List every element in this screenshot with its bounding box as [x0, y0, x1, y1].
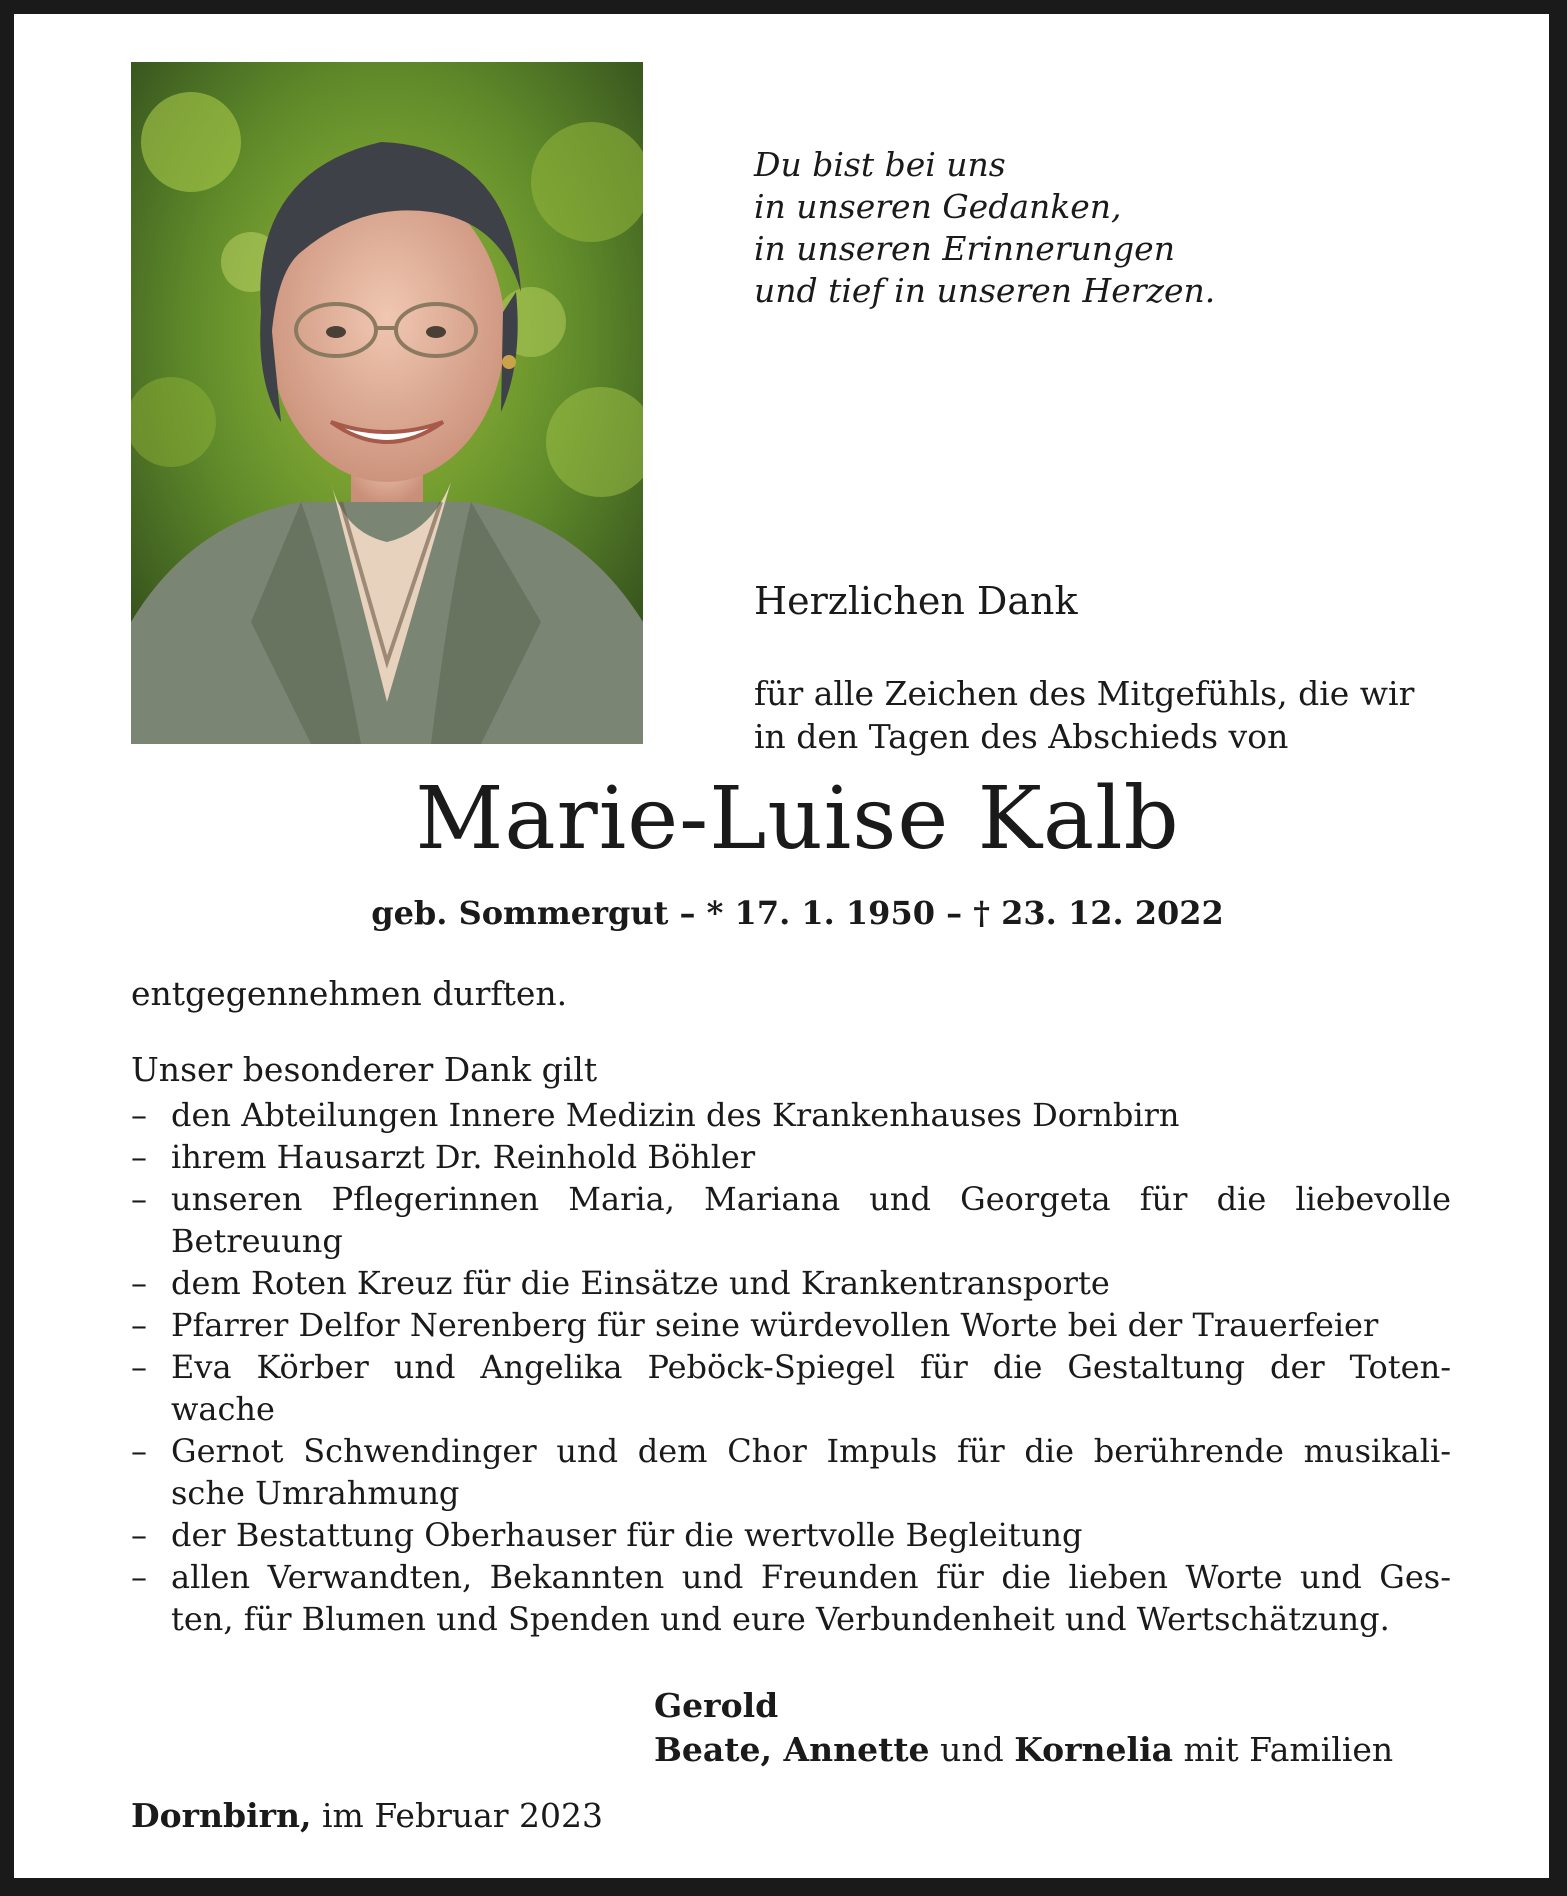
list-item-line: – den Abteilungen Innere Medizin des Krankenhauses Dornbirn	[171, 1096, 1180, 1134]
portrait-photo	[131, 62, 643, 744]
place-and-date	[131, 1796, 603, 1835]
signers	[654, 1684, 1393, 1772]
obituary-card	[14, 14, 1549, 1878]
list-item-line: – Eva Körber und Angelika Peböck-Spiegel für die Gestaltung der Toten-	[171, 1348, 1451, 1386]
thanks-list	[131, 1094, 1451, 1640]
list-item-line: – der Bestattung Oberhauser für die wertvolle Begleitung	[171, 1516, 1083, 1554]
thanks-intro	[754, 672, 1414, 758]
list-item	[131, 1346, 1451, 1430]
motto-verse	[754, 144, 1454, 312]
thanks-intro-line: für alle Zeichen des Mitgefühls, die wir	[754, 674, 1415, 713]
list-item	[131, 1262, 1451, 1304]
list-item-line: – Gernot Schwendinger und dem Chor Impuls für die berührende musikali-	[171, 1432, 1451, 1470]
list-item	[131, 1430, 1451, 1514]
list-item	[131, 1178, 1451, 1262]
place-date: im Februar 2023	[322, 1796, 604, 1835]
list-item	[131, 1514, 1451, 1556]
portrait-illustration	[131, 62, 643, 744]
signer-conjunction: und	[940, 1730, 1004, 1769]
list-item	[131, 1094, 1451, 1136]
received-text: entgegennehmen durften.	[131, 974, 568, 1013]
list-item-line: sche Umrahmung	[171, 1474, 460, 1512]
list-item-line: Betreuung	[171, 1222, 343, 1260]
list-item	[131, 1556, 1451, 1640]
motto-line: in unseren Gedanken,	[754, 187, 1122, 226]
list-item	[131, 1304, 1451, 1346]
list-item-line: – unseren Pflegerinnen Maria, Mariana und Georgeta für die liebevolle	[171, 1180, 1451, 1218]
motto-line: und tief in unseren Herzen.	[754, 271, 1216, 310]
list-item-line: – allen Verwandten, Bekannten und Freunden für die lieben Worte und Ges-	[171, 1558, 1451, 1596]
signer-name: Kornelia	[1014, 1730, 1173, 1769]
place-city: Dornbirn,	[131, 1796, 312, 1835]
life-dates: geb. Sommergut – * 17. 1. 1950 – † 23. 12. 2022	[371, 894, 1224, 932]
signer-name: Gerold	[654, 1686, 779, 1725]
special-thanks-intro: Unser besonderer Dank gilt	[131, 1050, 598, 1089]
signer-suffix: mit Familien	[1183, 1730, 1394, 1769]
deceased-name: Marie-Luise Kalb	[415, 769, 1180, 869]
signer-names: Beate, Annette	[654, 1730, 930, 1769]
motto-line: Du bist bei uns	[754, 145, 1006, 184]
thanks-heading: Herzlichen Dank	[754, 579, 1078, 623]
list-item-line: wache	[171, 1390, 275, 1428]
list-item	[131, 1136, 1451, 1178]
list-item-line: – Pfarrer Delfor Nerenberg für seine würdevollen Worte bei der Trauerfeier	[171, 1306, 1379, 1344]
thanks-intro-line: in den Tagen des Abschieds von	[754, 717, 1289, 756]
list-item-line: – dem Roten Kreuz für die Einsätze und Krankentransporte	[171, 1264, 1110, 1302]
motto-line: in unseren Erinnerungen	[754, 229, 1175, 268]
list-item-line: – ihrem Hausarzt Dr. Reinhold Böhler	[171, 1138, 756, 1176]
list-item-line: ten, für Blumen und Spenden und eure Verbundenheit und Wertschätzung.	[171, 1600, 1390, 1638]
